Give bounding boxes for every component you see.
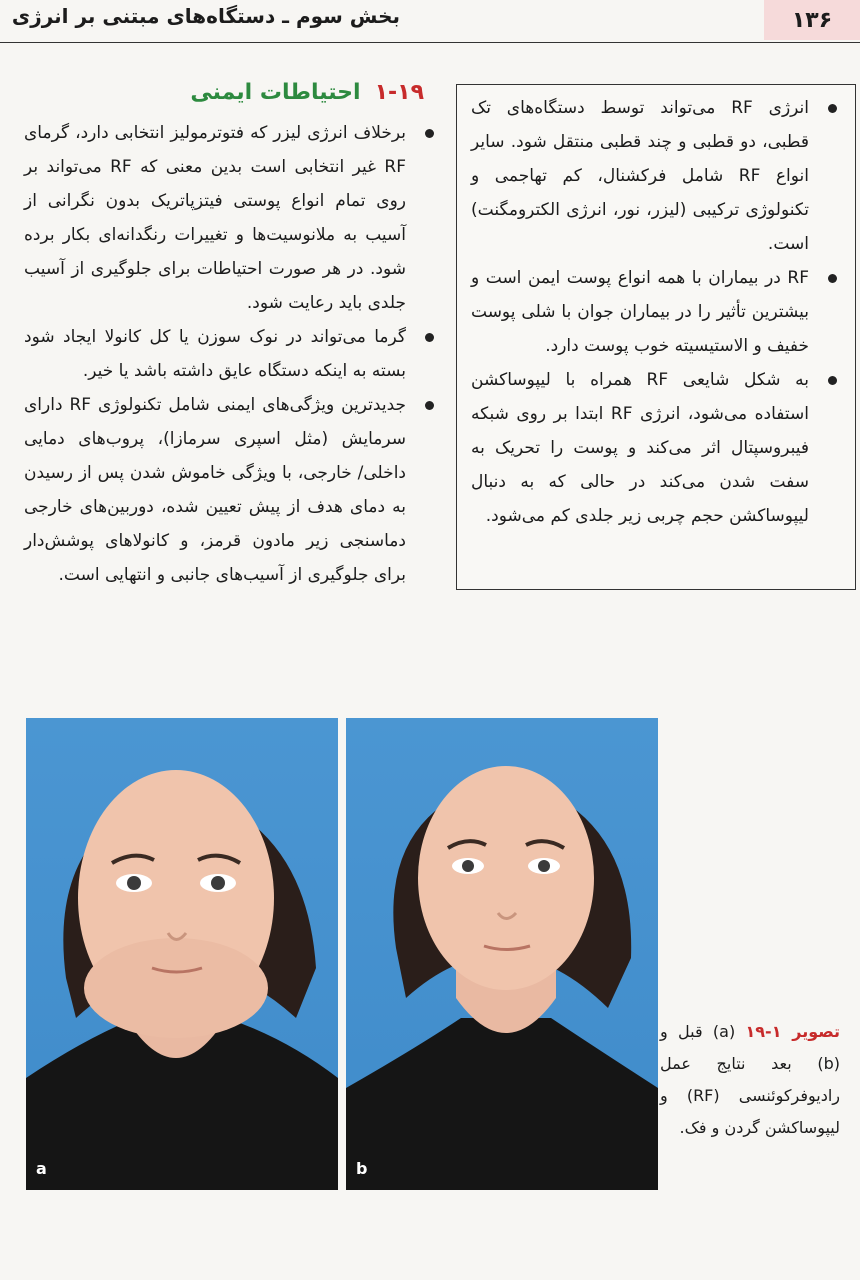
bullet-icon — [828, 376, 837, 385]
summary-item: انرژی RF می‌تواند توسط دستگاه‌های تک قطبی، دو قطبی و چند قطبی منتقل شود. سایر انواع RF شامل فرکشنال، کم تهاجمی و تکنولوژی ترکیبی (لیزر، نور، انرژی الکترومگنت) است. — [471, 91, 839, 261]
photo-label-b: b — [356, 1159, 368, 1178]
bullet-icon — [828, 274, 837, 283]
summary-box — [456, 84, 856, 590]
safety-item: برخلاف انرژی لیزر که فتوترمولیز انتخابی دارد، گرمای RF غیر انتخابی است بدین معنی که RF می‌تواند بر روی تمام انواع پوستی فیتزپاتریک بدون نگرانی از آسیب به ملانوسیت‌ها و تغییرات رنگدانه‌ای بکار برده شود. در هر صورت احتیاطات برای جلوگیری از آسیب جلدی باید رعایت شود. — [24, 116, 436, 320]
bullet-icon — [425, 129, 434, 138]
safety-item: جدیدترین ویژگی‌های ایمنی شامل تکنولوژی RF دارای سرمایش (مثل اسپری سرمازا)، پروب‌های دمایی داخلی/ خارجی، با ویژگی خاموش شدن پس از رسیدن به دمای هدف از پیش تعیین شده، دوربین‌های خارجی دماسنجی زیر مادون قرمز، و کانولاهای پوشش‌دار برای جلوگیری از آسیب‌های جانبی و انتهایی است. — [24, 388, 436, 592]
running-header-title: بخش سوم ـ دستگاه‌های مبتنی بر انرژی — [11, 4, 400, 28]
summary-list — [471, 91, 839, 533]
section-number: ۱-۱۹ — [374, 80, 424, 105]
page-header — [0, 0, 860, 43]
bullet-icon — [425, 333, 434, 342]
figure-label: تصویر ۱-۱۹ — [745, 1022, 840, 1041]
photo-before — [26, 718, 338, 1190]
summary-item: به شکل شایعی RF همراه با لیپوساکشن استفاده می‌شود، انرژی RF ابتدا بر روی شبکه فیبروسپتال اثر می‌کند و پوست را تحریک به سفت شدن می‌کند در حالی که به دنبال لیپوساکشن حجم چربی زیر جلدی کم می‌شود. — [471, 363, 839, 533]
photo-after — [346, 718, 658, 1190]
figure-caption-text: (a) قبل و (b) بعد نتایج عمل رادیوفرکوئنسی (RF) و لیپوساکشن گردن و فک. — [660, 1022, 840, 1137]
portrait-illustration — [26, 718, 338, 1190]
page-number: ۱۳۶ — [764, 0, 860, 40]
safety-list — [24, 116, 436, 592]
section-heading — [190, 80, 424, 105]
summary-item: RF در بیماران با همه انواع پوست ایمن است و بیشترین تأثیر را در بیماران جوان با شلی پوست خفیف و الاستیسیته خوب پوست دارد. — [471, 261, 839, 363]
figure-caption — [660, 1016, 840, 1144]
section-title: احتیاطات ایمنی — [190, 80, 361, 105]
main-column — [24, 116, 436, 592]
portrait-illustration — [346, 718, 658, 1190]
bullet-icon — [425, 401, 434, 410]
bullet-icon — [828, 104, 837, 113]
photo-label-a: a — [36, 1159, 47, 1178]
safety-item: گرما می‌تواند در نوک سوزن یا کل کانولا ایجاد شود بسته به اینکه دستگاه عایق داشته باشد یا خیر. — [24, 320, 436, 388]
